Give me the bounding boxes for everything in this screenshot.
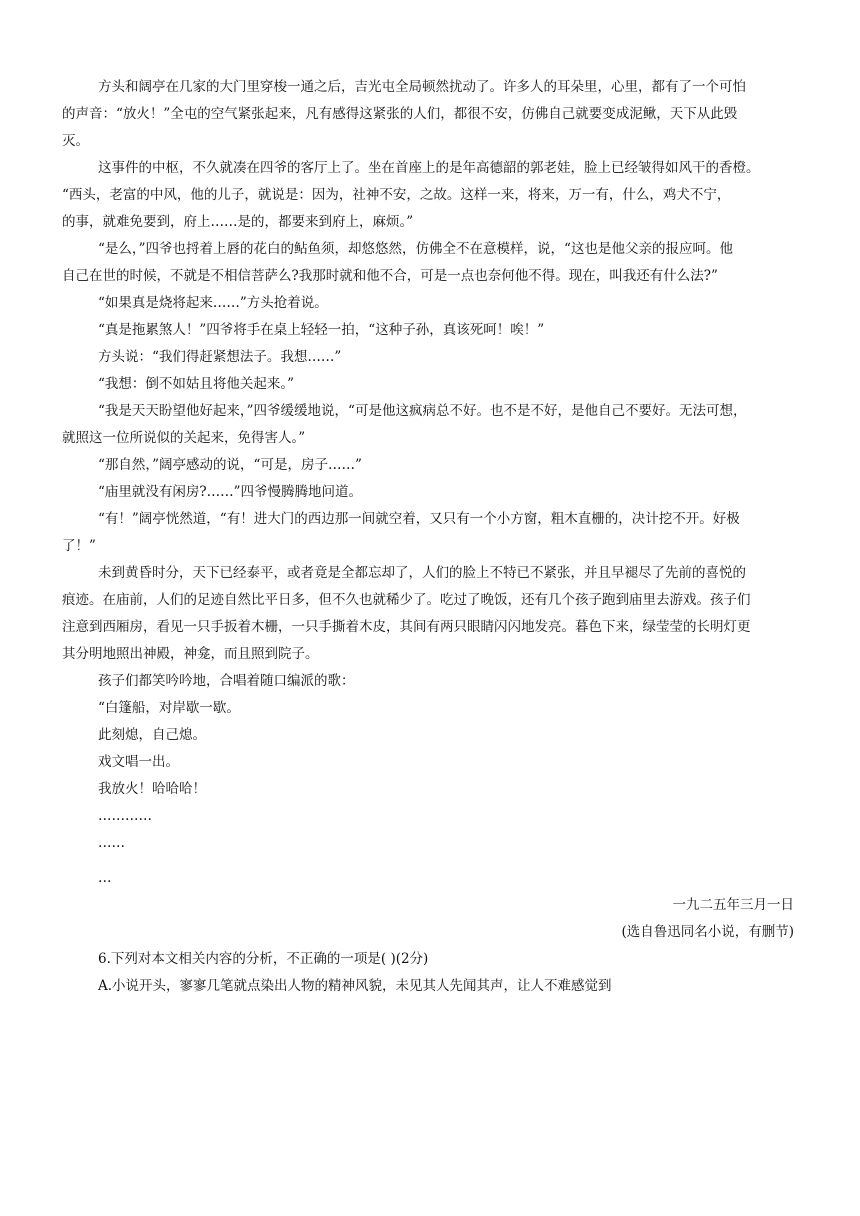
story-line: …… bbox=[98, 835, 125, 851]
story-line: “如果真是烧将起来……”方头抢着说。 bbox=[98, 295, 328, 311]
story-line: 戏文唱一出。 bbox=[98, 754, 179, 770]
story-line: 就照这一位所说似的关起来，免得害人。” bbox=[62, 430, 306, 446]
story-line: 的事，就难免要到，府上……是的，都要来到府上，麻烦。” bbox=[62, 214, 414, 230]
story-line: “西头，老富的中风，他的儿子，就说是：因为，社神不安，之故。这样一来，将来，万一有，什么，鸡犬不宁， bbox=[62, 187, 731, 203]
story-line: ………… bbox=[98, 808, 152, 824]
story-line: 其分明地照出神殿，神龛，而且照到院子。 bbox=[62, 646, 319, 662]
story-line: 的声音：“放火！”全屯的空气紧张起来，凡有感得这紧张的人们，都很不安，仿佛自己就要变成泥鳅，天下从此毁 bbox=[62, 106, 738, 122]
story-line: 痕迹。在庙前，人们的足迹自然比平日多，但不久也就稀少了。吃过了晚饭，还有几个孩子跑到庙里去游戏。孩子们 bbox=[62, 592, 751, 608]
story-line: “是么，”四爷也捋着上唇的花白的鲇鱼须，却悠悠然，仿佛全不在意模样，说，“这也是他父亲的报应呵。他 bbox=[98, 241, 733, 257]
story-line: 灭。 bbox=[62, 133, 89, 149]
question-stem: 6.下列对本文相关内容的分析，不正确的一项是( )(2分) bbox=[98, 951, 429, 967]
question-option-a: A.小说开头，寥寥几笔就点染出人物的精神风貌，未见其人先闻其声，让人不难感觉到 bbox=[98, 978, 612, 994]
story-line: “白篷船，对岸歇一歇。 bbox=[98, 700, 240, 716]
story-line: “庙里就没有闲房?……”四爷慢腾腾地问道。 bbox=[98, 484, 363, 500]
story-line: 自己在世的时候，不就是不相信菩萨么?我那时就和他不合，可是一点也奈何他不得。现在，叫我还有什么法?” bbox=[62, 268, 718, 284]
story-line: 方头和阔亭在几家的大门里穿梭一通之后，吉光屯全局顿然扰动了。许多人的耳朵里，心里，都有了一个可怕 bbox=[98, 79, 746, 95]
story-line: “有！”阔亭恍然道，“有！进大门的西边那一间就空着，又只有一个小方窗，粗木直栅的，决计挖不开。好极 bbox=[98, 511, 740, 527]
document-page bbox=[62, 74, 802, 1000]
story-line: “那自然，”阔亭感动的说，“可是，房子……” bbox=[98, 457, 362, 473]
story-line: “我想：倒不如姑且将他关起来。” bbox=[98, 376, 295, 392]
story-text bbox=[62, 74, 802, 892]
story-date: 一九二五年三月一日 bbox=[672, 897, 794, 913]
story-line: “我是天天盼望他好起来，”四爷缓缓地说，“可是他这疯病总不好。也不是不好，是他自己不要好。无法可想， bbox=[98, 403, 747, 419]
story-source: (选自鲁迅同名小说，有删节) bbox=[621, 924, 794, 940]
story-line: … bbox=[98, 870, 112, 886]
spacer bbox=[62, 857, 802, 865]
story-line: 了！” bbox=[62, 538, 96, 554]
story-line: “真是拖累煞人！”四爷将手在桌上轻轻一拍，“这种子孙，真该死呵！唉！” bbox=[98, 322, 545, 338]
story-line: 方头说：“我们得赶紧想法子。我想……” bbox=[98, 349, 342, 365]
story-line: 未到黄昏时分，天下已经泰平，或者竟是全都忘却了，人们的脸上不特已不紧张，并且早褪尽了先前的喜悦的 bbox=[98, 565, 746, 581]
story-line: 注意到西厢房，看见一只手扳着木栅，一只手撕着木皮，其间有两只眼睛闪闪地发亮。暮色下来，绿莹莹的长明灯更 bbox=[62, 619, 751, 635]
story-line: 这事件的中枢，不久就凑在四爷的客厅上了。坐在首座上的是年高德韶的郭老娃，脸上已经皱得如风干的香橙。 bbox=[98, 160, 760, 176]
story-line: 我放火！哈哈哈！ bbox=[98, 781, 206, 797]
story-line: 此刻熄，自己熄。 bbox=[98, 727, 206, 743]
story-line: 孩子们都笑吟吟地，合唱着随口编派的歌： bbox=[98, 673, 355, 689]
